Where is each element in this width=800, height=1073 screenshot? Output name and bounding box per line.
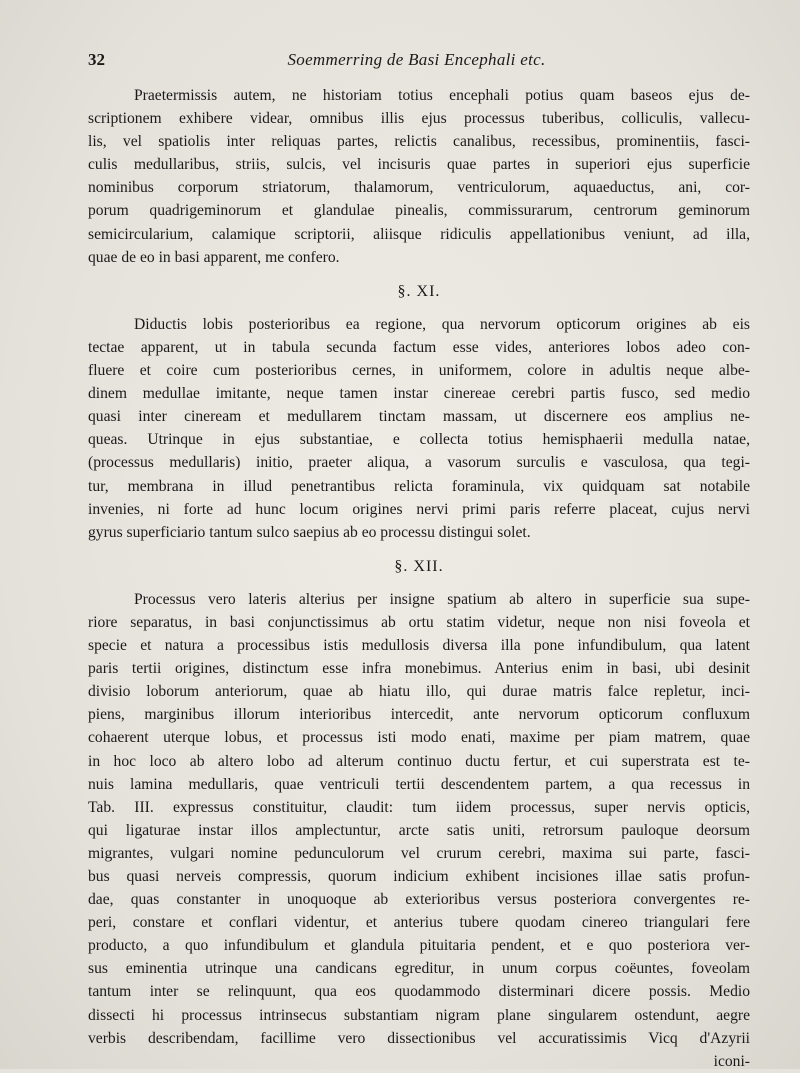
text-line: quasi inter cineream et medullarem tinctam massam, ut discernere eos amplius ne-	[88, 408, 750, 426]
text-line: in hoc loco ab altero lobo ad alterum continuo ductu fertur, et cui superstrata est te-	[88, 752, 750, 770]
paragraph-1	[88, 84, 750, 269]
text-line: dinem medullae imitante, neque tamen instar cinereae cerebri partis fusco, sed medio	[88, 385, 750, 403]
page-header	[88, 50, 745, 74]
text-line: scriptionem exhibere videar, omnibus illis ejus processus tuberibus, colliculis, vallecu-	[88, 110, 750, 128]
text-line: tantum inter se relinquunt, qua eos quodammodo disterminari dicere possis. Medio	[88, 983, 750, 1001]
text-line: tur, membrana in illud penetrantibus relicta foraminula, vix quidquam sat notabile	[88, 477, 750, 495]
text-line: invenies, ni forte ad hunc locum origines nervi primi paris referre placeat, cujus nervi	[88, 500, 750, 518]
text-line: porum quadrigeminorum et glandulae pinealis, commissurarum, centrorum geminorum	[88, 202, 750, 220]
section-heading-xi: §. XI.	[397, 282, 441, 300]
text-line: quae de eo in basi apparent, me confero.	[88, 248, 340, 266]
text-line: specie et natura a processibus istis medullosis diversa illa pone infundibulum, qua latent	[88, 637, 750, 655]
text-line: nuis lamina medullaris, quae ventriculi tertii descendentem partem, a qua recessus in	[88, 775, 750, 793]
text-line: migrantes, vulgari nomine pedunculorum vel crurum cerebri, maxima sui parte, fasci-	[88, 844, 750, 862]
text-line: culis medullaribus, striis, sulcis, vel incisuris quae partes in superiori ejus superficie	[88, 156, 750, 174]
text-line: iconi-	[713, 1052, 750, 1070]
text-line: queas. Utrinque in ejus substantiae, e collecta totius hemisphaerii medulla natae,	[88, 431, 750, 449]
text-line: riore separatus, in basi conjunctissimus ab ortu statim videtur, neque non nisi foveola et	[88, 613, 750, 631]
text-line: (processus medullaris) initio, praeter aliqua, a vasorum surculis e vasculosa, qua tegi-	[88, 454, 750, 472]
paragraph-2	[88, 313, 750, 544]
running-title: Soemmerring de Basi Encephali etc.	[287, 50, 546, 69]
text-line: Diductis lobis posterioribus ea regione, qua nervorum opticorum origines ab eis	[134, 315, 750, 333]
paragraph-3	[88, 588, 750, 1073]
text-line: verbis describendam, facillime vero dissectionibus vel accuratissimis Vicq d'Azyrii	[88, 1029, 750, 1047]
text-line: fluere et coire cum posterioribus cernes, in uniformem, colore in adultis neque albe-	[88, 362, 750, 380]
text-line: dae, quas constanter in unoquoque ab exterioribus versus posteriora convergentes re-	[88, 891, 750, 909]
text-line: semicircularium, calamique scriptorii, aliisque ridiculis appellationibus veniunt, ad illa,	[88, 225, 750, 243]
text-line: divisio loborum anteriorum, quae ab hiatu illo, qui durae matris falce repletur, inci-	[88, 683, 750, 701]
text-line: dissecti hi processus intrinsecus substantiam nigram plane singularem ostendunt, aegre	[88, 1006, 750, 1024]
text-line: Praetermissis autem, ne historiam totius encephali potius quam baseos ejus de-	[134, 87, 750, 104]
page-number: 32	[88, 50, 105, 69]
text-line: Tab. III. expressus constituitur, claudit: tum iidem processus, super nervis opticis,	[88, 798, 750, 816]
text-line: bus quasi nerveis compressis, quorum indicium exhibent incisiones illae satis profun-	[88, 868, 750, 885]
text-line: qui ligaturae instar illos amplectuntur, arcte satis uniti, retrorsum pauloque deorsum	[88, 821, 750, 839]
section-heading-xii: §. XII.	[394, 557, 444, 575]
text-line: nominibus corporum striatorum, thalamorum, ventriculorum, aquaeductus, ani, cor-	[88, 179, 750, 197]
text-line: piens, marginibus illorum interioribus intercedit, ante nervorum opticorum confluxum	[88, 706, 750, 724]
text-line: Processus vero lateris alterius per insigne spatium ab altero in superficie sua supe-	[134, 590, 750, 608]
text-line: sus eminentia utrinque una candicans egreditur, in unum corpus coëuntes, foveolam	[88, 960, 750, 978]
text-line: gyrus superficiario tantum sulco saepius ab eo processu distingui solet.	[88, 523, 531, 541]
text-line: paris tertii origines, distinctum esse infra monebimus. Anterius enim in basi, ubi desinit	[88, 660, 750, 678]
text-line: tectae apparent, ut in tabula secunda factum esse vides, anteriores lobos adeo con-	[88, 338, 750, 356]
text-line: cohaerent uterque lobus, et processus isti modo enati, maxime per piam matrem, quae	[88, 729, 750, 747]
text-line: lis, vel spatiolis inter reliquas partes, relictis canalibus, recessibus, prominentiis, fasci-	[88, 133, 750, 151]
text-line: producto, a quo infundibulum et glandula pituitaria pendent, et e quo posteriora ver-	[88, 937, 750, 955]
text-line: peri, constare et conflari videntur, et anterius tubere quodam cinereo triangulari fere	[88, 914, 750, 932]
body-text	[88, 84, 750, 1073]
